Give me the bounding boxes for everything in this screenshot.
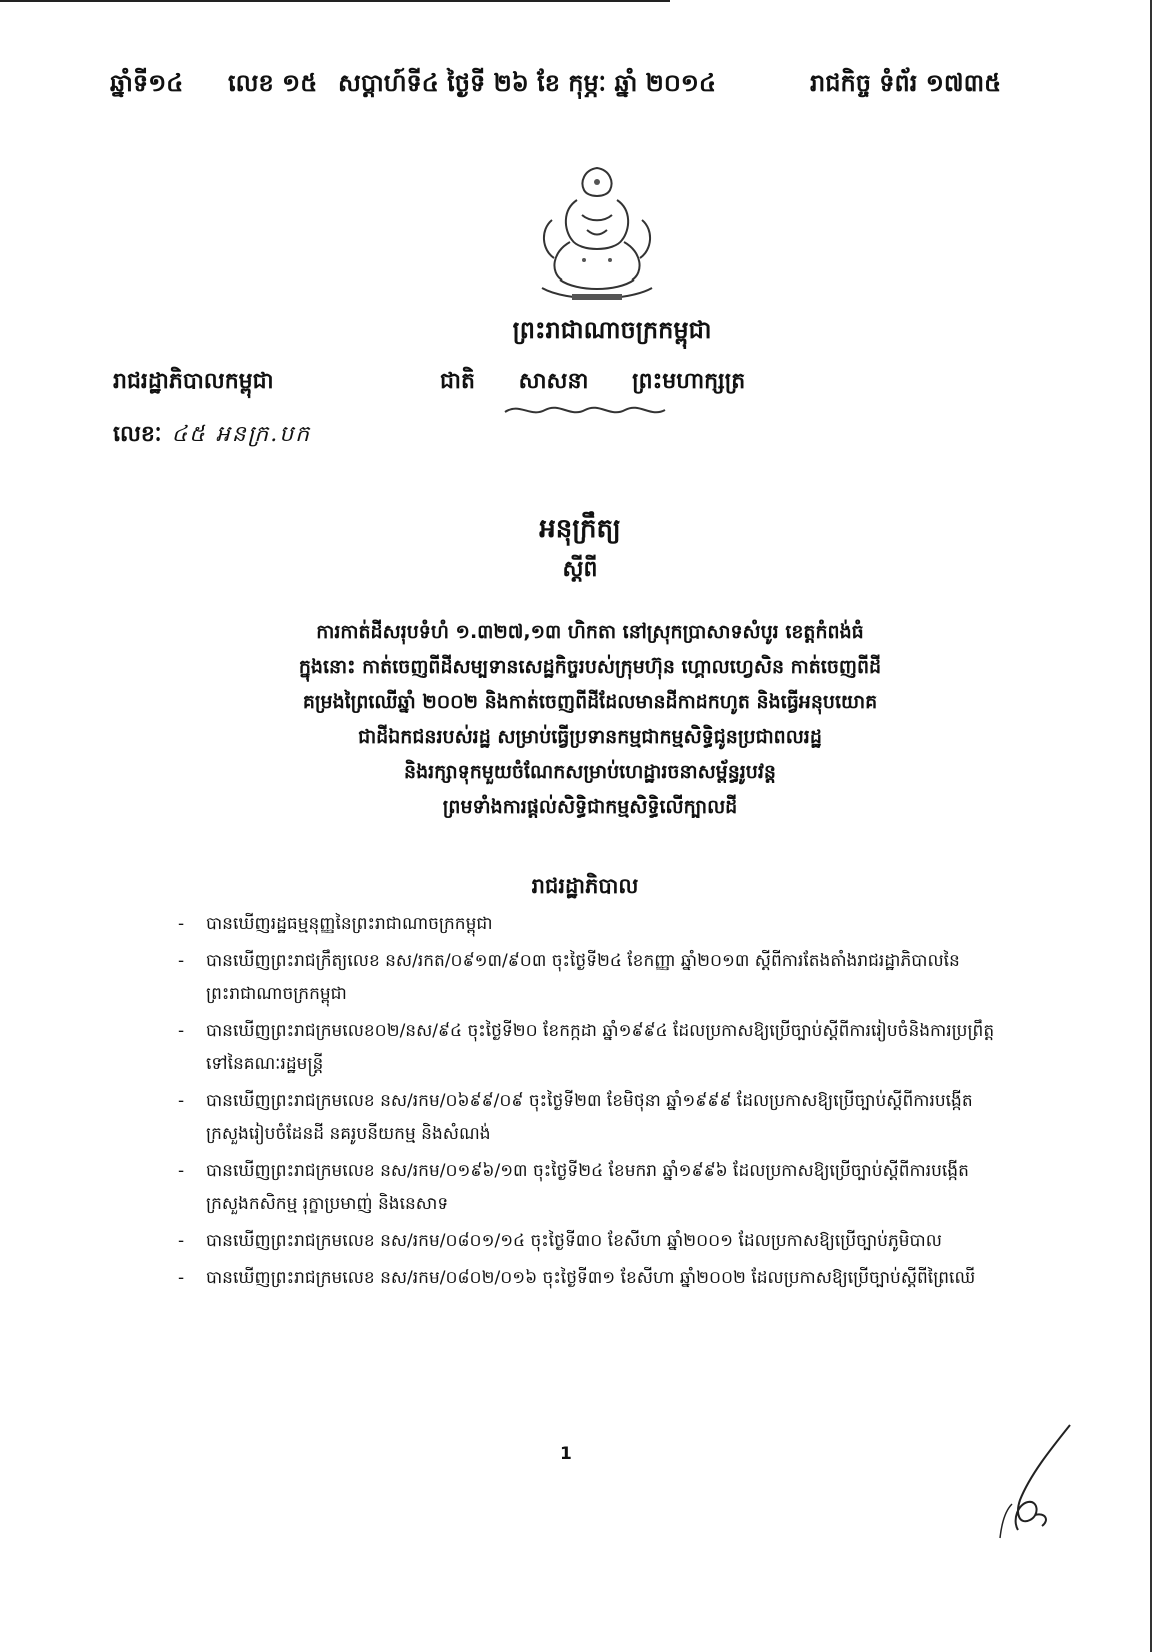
government-heading: រាជរដ្ឋាភិបាល <box>531 874 639 898</box>
ref-value: ៤៥ អនក្រ.បក <box>171 422 312 447</box>
gazette-header <box>110 68 1090 108</box>
visa-list <box>178 908 998 1299</box>
visa-text: បានឃើញព្រះរាជក្រមលេខ នស/រកម/០៦៩៩/០៩ ចុះថ្ងៃទី២៣ ខែមិថុនា ឆ្នាំ១៩៩៩ ដែលប្រកាសឱ្យប្រើច្បាប់ស្តីពីការបង្កើតក្រសួងរៀបចំដែនដី នគរូបនីយកម្ម និងសំណង់ <box>206 1091 973 1144</box>
visa-text: បានឃើញព្រះរាជក្រមលេខ០២/នស/៩៤ ចុះថ្ងៃទី២០ ខែកក្កដា ឆ្នាំ១៩៩៤ ដែលប្រកាសឱ្យប្រើច្បាប់ស្តីពីការរៀបចំនិងការប្រព្រឹត្តទៅនៃគណៈរដ្ឋមន្ត្រី <box>206 1021 995 1074</box>
motto-religion: សាសនា <box>518 369 589 394</box>
ornament-icon <box>500 400 670 420</box>
visa-text: បានឃើញព្រះរាជក្រមលេខ នស/រកម/០១៩៦/១៣ ចុះថ្ងៃទី២៤ ខែមករា ឆ្នាំ១៩៩៦ ដែលប្រកាសឱ្យប្រើច្បាប់ស្តីពីការបង្កើតក្រសួងកសិកម្ម រុក្ខាប្រមាញ់ និងនេសាទ <box>206 1161 969 1214</box>
title-line: ក្នុងនោះ កាត់ចេញពីដីសម្បទានសេដ្ឋកិច្ចរបស់ក្រុមហ៊ុន ហ្គោលហ្វេសិន កាត់ចេញពីដី <box>298 656 882 678</box>
signature-icon <box>990 1420 1080 1540</box>
decree-title <box>195 615 985 825</box>
ref-label: លេខៈ <box>113 422 162 447</box>
ministry-name: រាជរដ្ឋាភិបាលកម្ពុជា <box>113 369 274 394</box>
motto-king: ព្រះមហាក្សត្រ <box>632 369 746 394</box>
document-type: អនុក្រឹត្យ <box>539 514 621 544</box>
visa-text: បានឃើញព្រះរាជក្រមលេខ នស/រកម/០៨០១/១៤ ចុះថ្ងៃទី៣០ ខែសីហា ឆ្នាំ២០០១ ដែលប្រកាសឱ្យប្រើច្បាប់ភូមិបាល <box>206 1231 942 1251</box>
reference-number <box>113 420 311 452</box>
header-page: រាជកិច្ច ទំព័រ ១៧៣៥ <box>810 69 1002 97</box>
title-line: ព្រមទាំងការផ្តល់សិទ្ធិជាកម្មសិទ្ធិលើក្បាលដី <box>442 796 738 818</box>
top-rule <box>0 0 670 2</box>
title-line: ការកាត់ដីសរុបទំហំ ១.៣២៧,១៣ ហិកតា នៅស្រុកប្រាសាទសំបូរ ខេត្តកំពង់ធំ <box>316 621 864 643</box>
visa-item: - បានឃើញព្រះរាជក្រមលេខ០២/នស/៩៤ ចុះថ្ងៃទី២០ ខែកក្កដា ឆ្នាំ១៩៩៤ ដែលប្រកាសឱ្យប្រើច្បាប់ស្តីពីការរៀបចំនិងការប្រព្រឹត្តទៅនៃគណៈរដ្ឋមន្ត្រី <box>178 1021 995 1074</box>
visa-item: - បានឃើញរដ្ឋធម្មនុញ្ញនៃព្រះរាជាណាចក្រកម្ពុជា <box>178 914 493 934</box>
title-line: និងរក្សាទុកមួយចំណែកសម្រាប់ហេដ្ឋារចនាសម្ព័ន្ធរូបវន្ត <box>404 761 776 783</box>
about-label: ស្តីពី <box>562 557 598 582</box>
scan-edge-line <box>1150 0 1152 1652</box>
visa-item: - បានឃើញព្រះរាជក្រមលេខ នស/រកម/០៨០១/១៤ ចុះថ្ងៃទី៣០ ខែសីហា ឆ្នាំ២០០១ ដែលប្រកាសឱ្យប្រើច្បាប់ភូមិបាល <box>178 1231 942 1251</box>
visa-text: បានឃើញរដ្ឋធម្មនុញ្ញនៃព្រះរាជាណាចក្រកម្ពុជា <box>206 914 493 934</box>
visa-item: - បានឃើញព្រះរាជក្រមលេខ នស/រកម/០៦៩៩/០៩ ចុះថ្ងៃទី២៣ ខែមិថុនា ឆ្នាំ១៩៩៩ ដែលប្រកាសឱ្យប្រើច្បាប់ស្តីពីការបង្កើតក្រសួងរៀបចំដែនដី នគរូបនីយកម្ម និងសំណង់ <box>178 1091 973 1144</box>
header-date: សប្តាហ៍ទី៤ ថ្ងៃទី ២៦ ខែ កុម្ភៈ ឆ្នាំ ២០១៤ <box>338 69 716 97</box>
visa-item: - បានឃើញព្រះរាជក្រមលេខ នស/រកម/០៨០២/០១៦ ចុះថ្ងៃទី៣១ ខែសីហា ឆ្នាំ២០០២ ដែលប្រកាសឱ្យប្រើច្បាប់ស្តីពីព្រៃឈើ <box>178 1268 976 1288</box>
royal-seal-icon <box>522 160 672 310</box>
title-line: គម្រងព្រៃឈើឆ្នាំ ២០០២ និងកាត់ចេញពីដីដែលមានដីកាដកហូត និងធ្វើអនុបយោគ <box>302 691 878 713</box>
kingdom-name: ព្រះរាជាណាចក្រកម្ពុជា <box>512 316 712 344</box>
national-motto <box>440 367 745 399</box>
motto-nation: ជាតិ <box>440 369 475 394</box>
title-line: ជាដីឯកជនរបស់រដ្ឋ សម្រាប់ធ្វើប្រទានកម្មជាកម្មសិទ្ធិជូនប្រជាពលរដ្ឋ <box>358 726 822 748</box>
visa-item: - បានឃើញព្រះរាជក្រមលេខ នស/រកម/០១៩៦/១៣ ចុះថ្ងៃទី២៤ ខែមករា ឆ្នាំ១៩៩៦ ដែលប្រកាសឱ្យប្រើច្បាប់ស្តីពីការបង្កើតក្រសួងកសិកម្ម រុក្ខាប្រមាញ់ និងនេសាទ <box>178 1161 969 1214</box>
header-issue: លេខ ១៥ <box>228 69 318 97</box>
header-year: ឆ្នាំទី១៤ <box>110 69 184 97</box>
visa-item: - បានឃើញព្រះរាជក្រឹត្យលេខ នស/រកត/០៩១៣/៩០៣ ចុះថ្ងៃទី២៤ ខែកញ្ញា ឆ្នាំ២០១៣ ស្តីពីការតែងតាំងរាជរដ្ឋាភិបាលនៃព្រះរាជាណាចក្រកម្ពុជា <box>178 951 960 1004</box>
page-number: 1 <box>560 1444 572 1464</box>
visa-text: បានឃើញព្រះរាជក្រមលេខ នស/រកម/០៨០២/០១៦ ចុះថ្ងៃទី៣១ ខែសីហា ឆ្នាំ២០០២ ដែលប្រកាសឱ្យប្រើច្បាប់ស្តីពីព្រៃឈើ <box>206 1268 976 1288</box>
visa-text: បានឃើញព្រះរាជក្រឹត្យលេខ នស/រកត/០៩១៣/៩០៣ ចុះថ្ងៃទី២៤ ខែកញ្ញា ឆ្នាំ២០១៣ ស្តីពីការតែងតាំងរាជរដ្ឋាភិបាលនៃព្រះរាជាណាចក្រកម្ពុជា <box>206 951 960 1004</box>
